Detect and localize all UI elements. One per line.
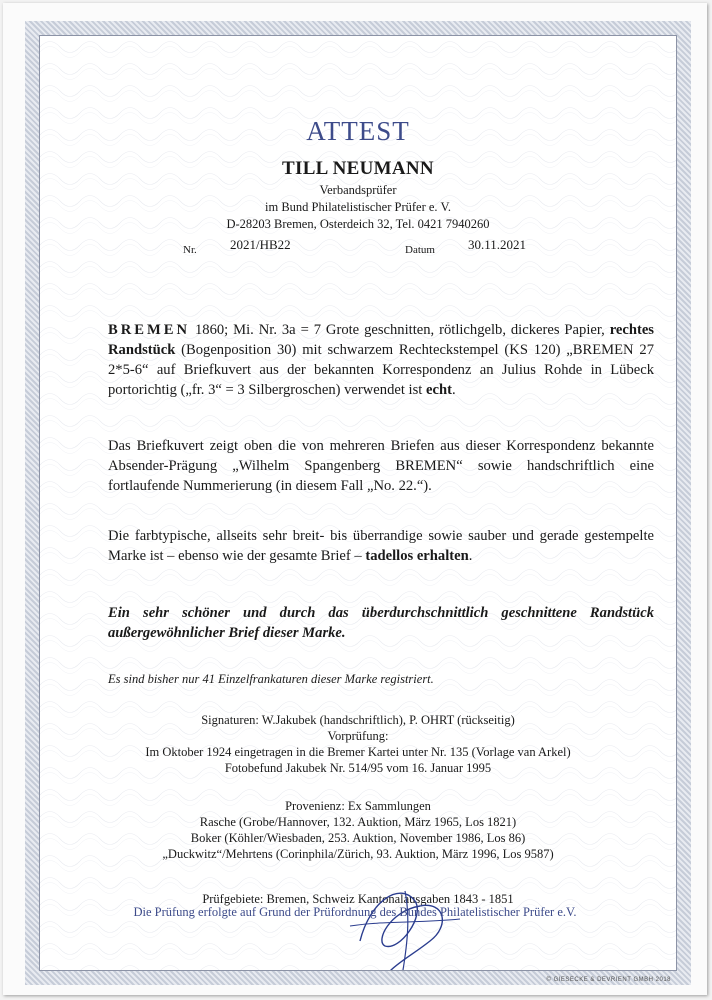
details-block xyxy=(40,712,676,776)
examiner-role: Verbandsprüfer xyxy=(319,183,397,197)
nr-label: Nr. xyxy=(183,244,197,256)
certificate-meta xyxy=(40,237,676,259)
attest-title: ATTEST xyxy=(306,116,410,146)
paragraph-description xyxy=(108,320,654,400)
datum-value: 30.11.2021 xyxy=(468,237,527,252)
text-span: Die farbtypische, allseits sehr breit- bis überrandige sowie sauber und gerade gestempelte Marke ist – ebenso wie der gesamte Brief – xyxy=(108,528,654,564)
footer-note: Die Prüfung erfolgte auf Grund der Prüfordnung des Bundes Philatelistischer Prüfer e.V. xyxy=(133,905,577,919)
bold-tadellos: tadellos erhalten xyxy=(365,548,469,564)
fotobefund-line: Fotobefund Jakubek Nr. 514/95 vom 16. Januar 1995 xyxy=(224,761,492,775)
provenance-line: Boker (Köhler/Wiesbaden, 253. Auktion, November 1986, Los 86) xyxy=(190,831,526,845)
pruefgebiete-line: Prüfgebiete: Bremen, Schweiz Kantonalausgaben 1843 - 1851 xyxy=(202,892,514,906)
paragraph-registry: Es sind bisher nur 41 Einzelfrankaturen dieser Marke registriert. xyxy=(108,672,434,686)
vorpruefung-line: Vorprüfung: xyxy=(327,729,389,743)
bold-echt: echt xyxy=(426,382,452,398)
nr-value: 2021/HB22 xyxy=(230,237,291,252)
provenance-line: „Duckwitz“/Mehrtens (Corinphila/Zürich, 93. Auktion, März 1996, Los 9587) xyxy=(162,847,554,861)
text-span: . xyxy=(468,548,473,564)
examiner-address: D-28203 Bremen, Osterdeich 32, Tel. 0421 7940260 xyxy=(226,217,490,231)
certificate-sheet xyxy=(3,3,707,995)
examiner-name: TILL NEUMANN xyxy=(282,158,434,179)
provenance-line: Rasche (Grobe/Hannover, 132. Auktion, März 1965, Los 1821) xyxy=(199,815,517,829)
bold-randstueck: rechtes Randstück xyxy=(108,322,654,358)
text-span: . xyxy=(451,382,456,398)
printer-imprint: © GIESECKE & DEVRIENT GMBH 2018 xyxy=(546,977,671,983)
provenance-block xyxy=(40,798,676,862)
certificate-content xyxy=(40,36,676,970)
paragraph-condition xyxy=(108,526,654,566)
handwritten-signature xyxy=(330,871,480,971)
guilloche-border xyxy=(25,21,691,985)
association: im Bund Philatelistischer Prüfer e. V. xyxy=(265,200,451,214)
datum-label: Datum xyxy=(405,244,435,256)
kartei-line: Im Oktober 1924 eingetragen in die Bremer Kartei unter Nr. 135 (Vorlage van Arkel) xyxy=(145,745,571,759)
text-span: 1860; Mi. Nr. 3a = 7 Grote geschnitten, rötlichgelb, dickeres Papier, xyxy=(190,322,610,338)
certificate-body xyxy=(39,35,677,971)
signaturen-line: Signaturen: W.Jakubek (handschriftlich), P. OHRT (rückseitig) xyxy=(201,713,515,727)
text-span: (Bogenposition 30) mit schwarzem Rechteckstempel (KS 120) „BREMEN 27 2*5-6“ auf Briefkuvert aus der bekannten Korrespondenz an Julius Rohde in Lübeck portorichtig („fr. 3“ = 3 Silbergroschen) verwendet ist xyxy=(108,342,654,398)
bremen-heading: BREMEN xyxy=(108,322,191,338)
paragraph-summary: Ein sehr schöner und durch das überdurchschnittlich geschnittene Randstück außergewöhnlicher Brief dieser Marke. xyxy=(108,605,654,641)
provenance-heading: Provenienz: Ex Sammlungen xyxy=(285,799,431,813)
paragraph-envelope: Das Briefkuvert zeigt oben die von mehreren Briefen aus dieser Korrespondenz bekannte Absender-Prägung „Wilhelm Spangenberg BREMEN“ sowie handschriftlich eine fortlaufende Nummerierung (in diesem Fall „No. 22.“). xyxy=(108,438,654,494)
